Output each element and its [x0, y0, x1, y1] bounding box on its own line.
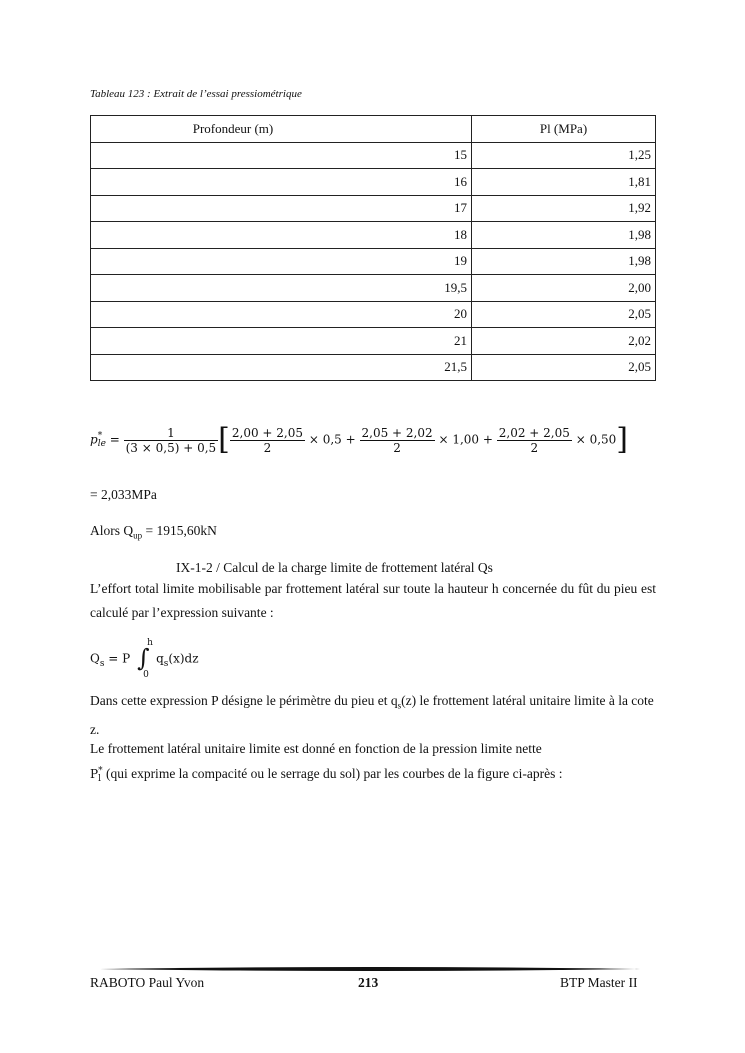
- cell-pl: 2,02: [472, 328, 656, 355]
- qup-suffix: = 1915,60kN: [142, 523, 217, 538]
- integral-lower: 0: [143, 670, 149, 680]
- table-row: [91, 222, 656, 249]
- table-caption: Tableau 123 : Extrait de l’essai pressiométrique: [90, 88, 302, 100]
- term-3: [497, 426, 572, 455]
- term-2-den: 2: [360, 440, 435, 455]
- paragraph-2-main: Dans cette expression P désigne le périmètre du pieu et q: [90, 693, 398, 708]
- footer-course: BTP Master II: [560, 975, 638, 990]
- paragraph-1: L’effort total limite mobilisable par frottement latéral sur toute la hauteur h concernée du fût du pieu est calculé par l’expression suivante :: [90, 581, 656, 620]
- qs-eq: = P: [108, 651, 131, 666]
- footer-author: RABOTO Paul Yvon: [90, 975, 205, 990]
- section-title: IX-1-2 / Calcul de la charge limite de frottement latéral Qs: [176, 560, 493, 575]
- table-header-row: [91, 116, 656, 143]
- cell-pl: 1,92: [472, 195, 656, 222]
- fraction-1-den: (3 × 0,5) + 0,5: [125, 440, 217, 455]
- header-depth: Profondeur (m): [91, 116, 472, 143]
- term-2-num: 2,05 + 2,02: [361, 425, 433, 440]
- cell-depth: 15: [91, 142, 472, 169]
- fraction-1-num: 1: [167, 425, 175, 440]
- qup-prefix: Alors Q: [90, 523, 134, 538]
- qs-rest: (x)dz: [168, 651, 199, 666]
- paragraph-2-rest: (z) le frottement latéral unitaire limite à la cote z.: [90, 693, 654, 737]
- qs-lhs-sub: s: [99, 658, 105, 669]
- cell-depth: 19: [91, 248, 472, 275]
- integral-glyph: ∫: [137, 644, 150, 672]
- cell-pl: 1,98: [472, 222, 656, 249]
- formula-lhs: p: [90, 432, 98, 447]
- term-1-den: 2: [230, 440, 305, 455]
- ple-formula: [90, 422, 690, 469]
- pl-sup: *: [98, 765, 103, 776]
- term-3-num: 2,02 + 2,05: [498, 425, 570, 440]
- table-row: [91, 169, 656, 196]
- result-line: = 2,033MPa: [90, 487, 157, 502]
- cell-depth: 16: [91, 169, 472, 196]
- paragraph-4-text: (qui exprime la compacité ou le serrage du sol) par les courbes de la figure ci-après :: [102, 766, 563, 781]
- cell-pl: 2,00: [472, 275, 656, 302]
- table-row: [91, 275, 656, 302]
- cell-pl: 1,25: [472, 142, 656, 169]
- table-row: [91, 301, 656, 328]
- table-row: [91, 195, 656, 222]
- table-row: [91, 328, 656, 355]
- footer-rule: [100, 966, 640, 972]
- cell-depth: 20: [91, 301, 472, 328]
- term-1-num: 2,00 + 2,05: [231, 425, 304, 440]
- qs-lhs: Q: [90, 651, 100, 666]
- term-2: [360, 426, 435, 455]
- table-row: [91, 248, 656, 275]
- paragraph-3: Le frottement latéral unitaire limite est donné en fonction de la pression limite nette: [90, 741, 542, 756]
- term-2-mult: × 1,00 +: [438, 432, 493, 447]
- pressiometric-table: [90, 115, 656, 381]
- integral-upper: h: [147, 638, 153, 648]
- cell-pl: 1,81: [472, 169, 656, 196]
- formula-lhs-sup: *: [97, 430, 103, 441]
- qup-sub: up: [133, 530, 143, 541]
- cell-depth: 19,5: [91, 275, 472, 302]
- term-3-mult: × 0,50: [575, 432, 617, 447]
- cell-depth: 18: [91, 222, 472, 249]
- term-1-mult: × 0,5 +: [308, 432, 356, 447]
- qs-integrand-sub: s: [163, 658, 169, 669]
- term-3-den: 2: [497, 440, 572, 455]
- qs-integrand: q: [156, 651, 164, 666]
- formula-eq: =: [109, 432, 120, 447]
- header-pl: Pl (MPa): [472, 116, 656, 143]
- cell-depth: 17: [91, 195, 472, 222]
- paragraph-2: [90, 689, 656, 742]
- paragraph-4: [90, 766, 656, 783]
- fraction-1: [124, 426, 219, 455]
- table-row: [91, 142, 656, 169]
- pl-symbol: P: [90, 767, 99, 781]
- cell-pl: 1,98: [472, 248, 656, 275]
- term-1: [230, 426, 305, 455]
- table-row: [91, 354, 656, 381]
- cell-depth: 21: [91, 328, 472, 355]
- cell-pl: 2,05: [472, 354, 656, 381]
- right-bracket: ]: [616, 422, 629, 457]
- cell-pl: 2,05: [472, 301, 656, 328]
- qup-line: [90, 523, 217, 541]
- cell-depth: 21,5: [91, 354, 472, 381]
- formula-lhs-sub: le: [97, 439, 106, 449]
- left-bracket: [: [218, 422, 230, 457]
- paragraph-2-sub: s: [397, 700, 402, 711]
- pl-sub: l: [98, 773, 101, 784]
- integral-sign: [134, 640, 156, 678]
- footer-page-number: 213: [358, 975, 379, 990]
- qs-formula: [90, 640, 199, 678]
